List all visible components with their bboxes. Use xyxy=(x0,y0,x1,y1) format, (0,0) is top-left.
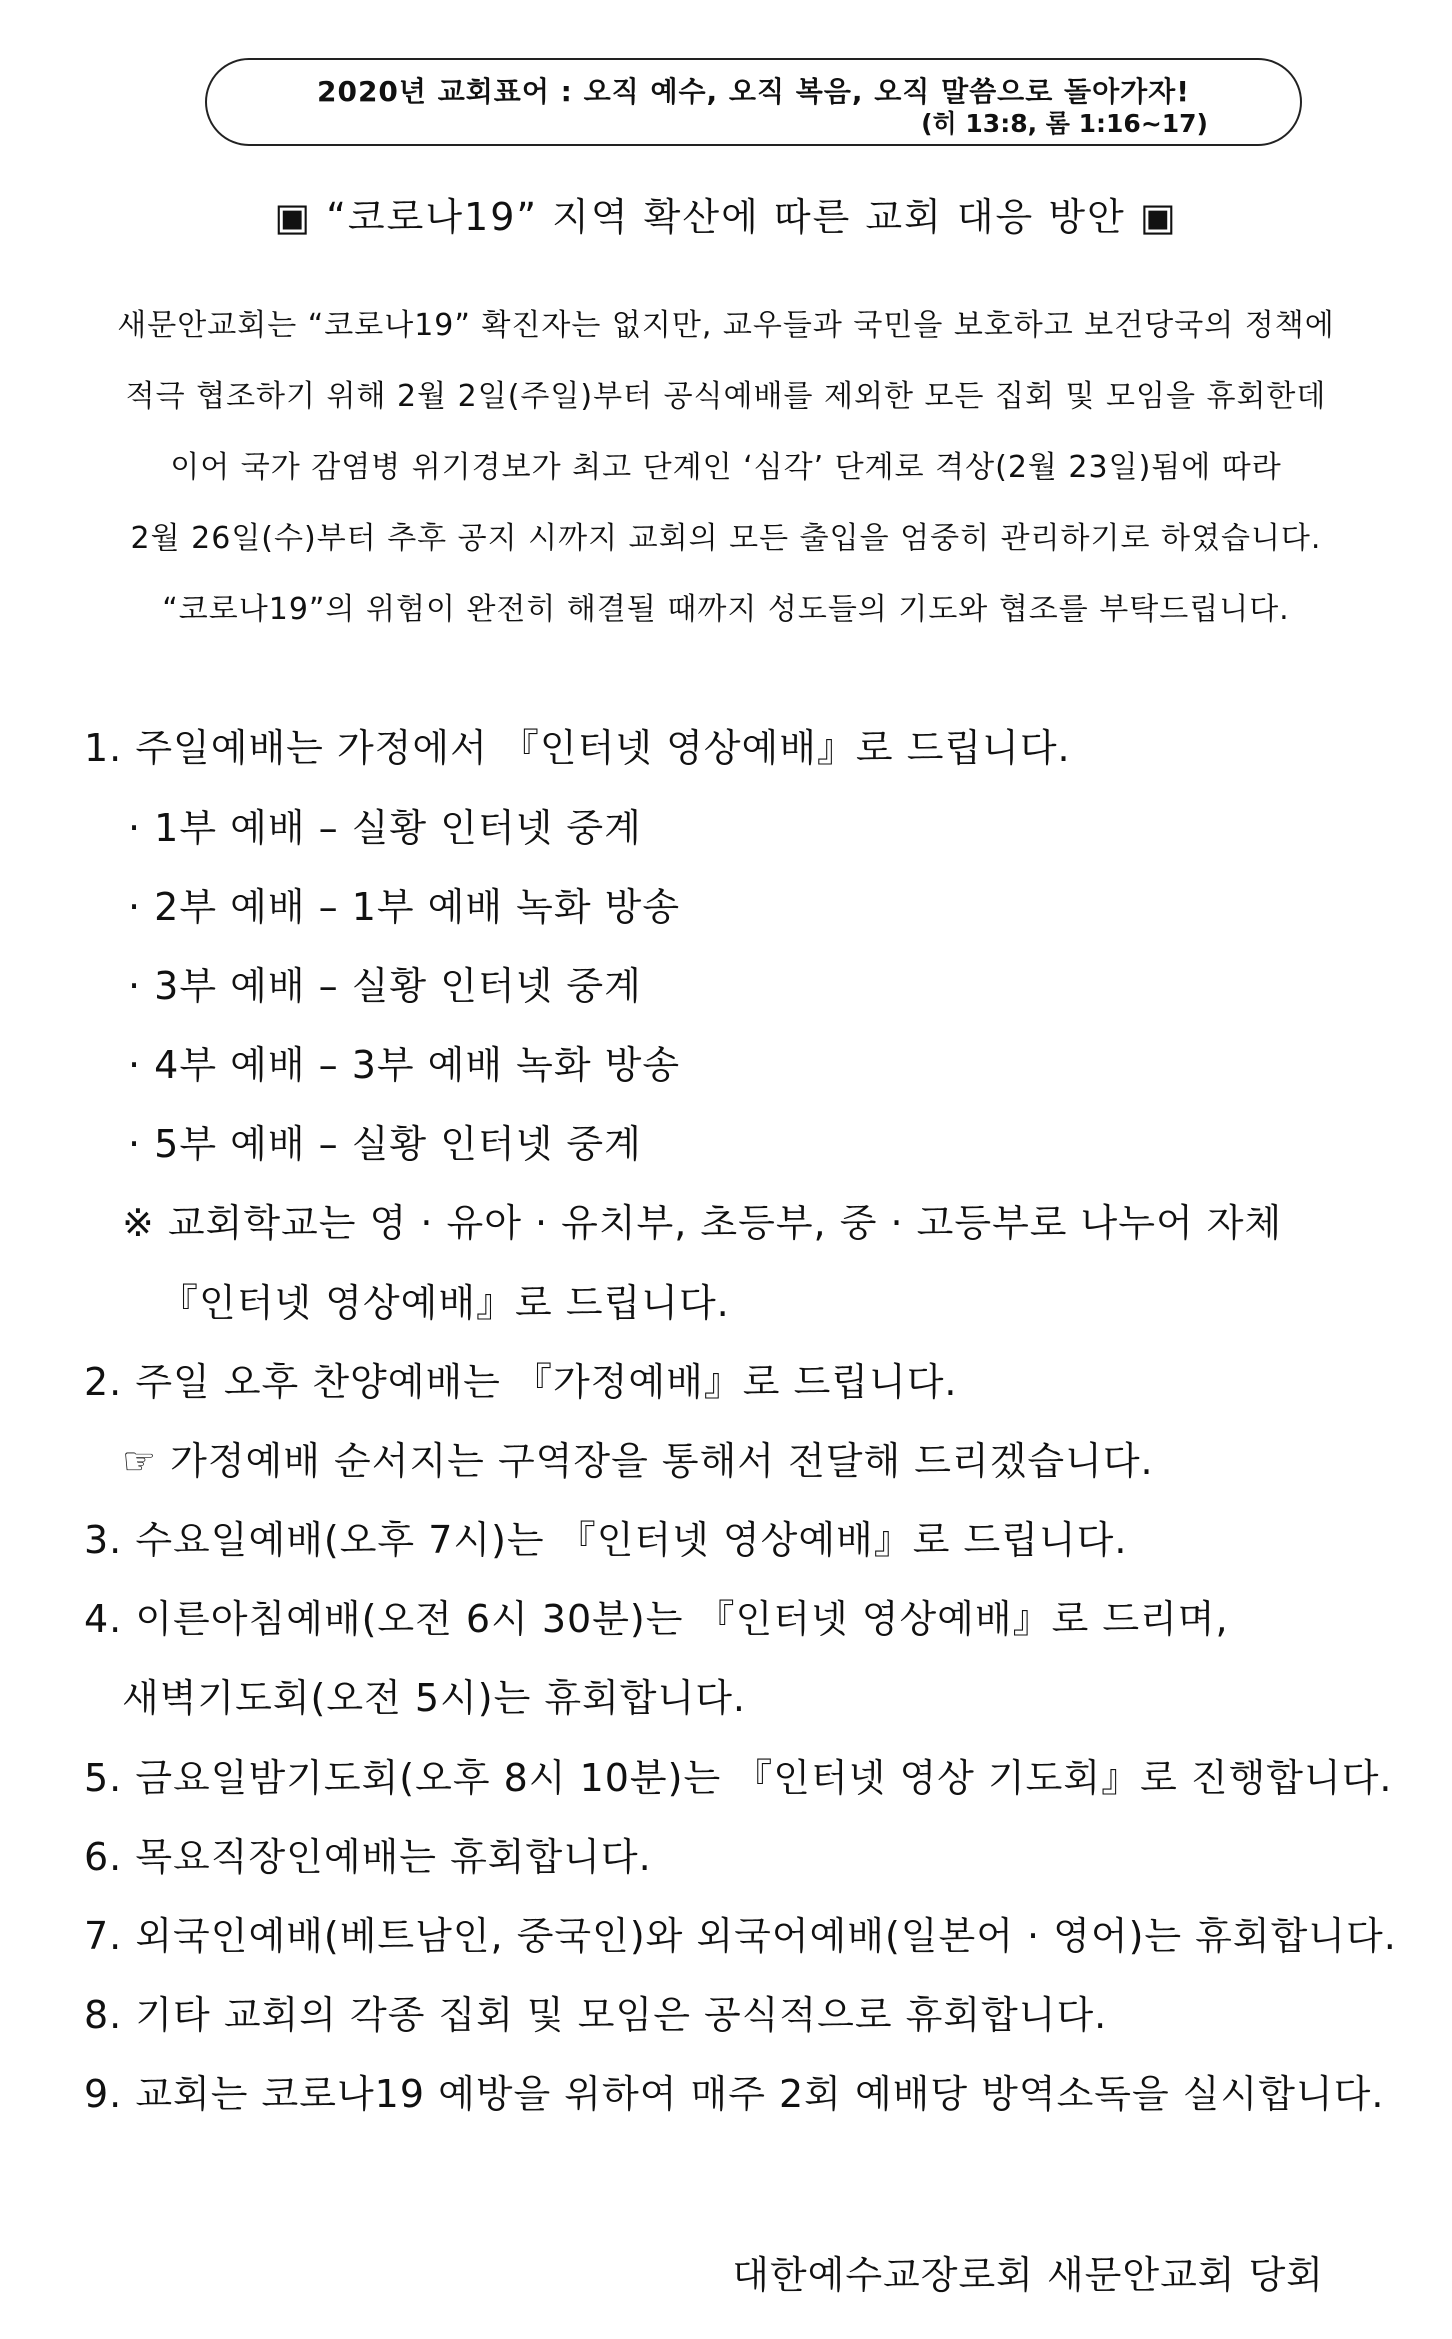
intro-line: 새문안교회는 “코로나19” 확진자는 없지만, 교우들과 국민을 보호하고 보건당국의 정책에 xyxy=(117,308,1335,343)
list-subitem-service-2: · 2부 예배 – 1부 예배 녹화 방송 xyxy=(128,885,681,929)
list-item-early-morning-worship: 4. 이른아침예배(오전 6시 30분)는 『인터넷 영상예배』로 드리며, xyxy=(84,1597,1229,1641)
list-subitem-service-4: · 4부 예배 – 3부 예배 녹화 방송 xyxy=(128,1043,681,1087)
list-item-friday-prayer: 5. 금요일밤기도회(오후 8시 10분)는 『인터넷 영상 기도회』로 진행합니다. xyxy=(84,1756,1393,1800)
list-item-early-morning-worship-cont: 새벽기도회(오전 5시)는 휴회합니다. xyxy=(122,1676,746,1720)
list-item-disinfection: 9. 교회는 코로나19 예방을 위하여 매주 2회 예배당 방역소독을 실시합니다. xyxy=(84,2072,1385,2116)
issuer-signature: 대한예수교장로회 새문안교회 당회 xyxy=(732,2253,1324,2297)
list-note-church-school-cont: 『인터넷 영상예배』로 드립니다. xyxy=(160,1281,730,1325)
list-item-foreign-worship: 7. 외국인예배(베트남인, 중국인)와 외국어예배(일본어 · 영어)는 휴회합니다. xyxy=(84,1914,1397,1958)
list-subitem-service-1: · 1부 예배 – 실황 인터넷 중계 xyxy=(128,806,642,850)
list-subitem-service-3: · 3부 예배 – 실황 인터넷 중계 xyxy=(128,964,642,1008)
intro-line: 이어 국가 감염병 위기경보가 최고 단계인 ‘심각’ 단계로 격상(2월 23일)됨에 따라 xyxy=(170,450,1282,485)
church-motto: 2020년 교회표어 : 오직 예수, 오직 복음, 오직 말씀으로 돌아가자! xyxy=(316,75,1190,108)
list-note-home-worship: ☞ 가정예배 순서지는 구역장을 통해서 전달해 드리겠습니다. xyxy=(122,1439,1154,1483)
intro-line: 적극 협조하기 위해 2월 2일(주일)부터 공식예배를 제외한 모든 집회 및 모임을 휴회한데 xyxy=(125,379,1327,414)
page-title: ▣ “코로나19” 지역 확산에 따른 교회 대응 방안 ▣ xyxy=(274,195,1178,239)
list-item-afternoon-worship: 2. 주일 오후 찬양예배는 『가정예배』로 드립니다. xyxy=(84,1360,958,1404)
intro-line: “코로나19”의 위험이 완전히 해결될 때까지 성도들의 기도와 협조를 부탁드립니다. xyxy=(162,592,1290,627)
list-note-church-school: ※ 교회학교는 영 · 유아 · 유치부, 초등부, 중 · 고등부로 나누어 자체 xyxy=(122,1201,1283,1245)
list-item-other-meetings: 8. 기타 교회의 각종 집회 및 모임은 공식적으로 휴회합니다. xyxy=(84,1993,1108,2037)
motto-scripture-reference: (히 13:8, 롬 1:16~17) xyxy=(921,109,1208,138)
list-item-wednesday-worship: 3. 수요일예배(오후 7시)는 『인터넷 영상예배』로 드립니다. xyxy=(84,1518,1128,1562)
list-item-sunday-worship: 1. 주일예배는 가정에서 『인터넷 영상예배』로 드립니다. xyxy=(84,726,1071,770)
list-item-thursday-worship: 6. 목요직장인예배는 휴회합니다. xyxy=(84,1835,652,1879)
church-motto-box xyxy=(205,58,1302,146)
list-subitem-service-5: · 5부 예배 – 실황 인터넷 중계 xyxy=(128,1122,642,1166)
intro-line: 2월 26일(수)부터 추후 공지 시까지 교회의 모든 출입을 엄중히 관리하기로 하였습니다. xyxy=(130,521,1322,556)
